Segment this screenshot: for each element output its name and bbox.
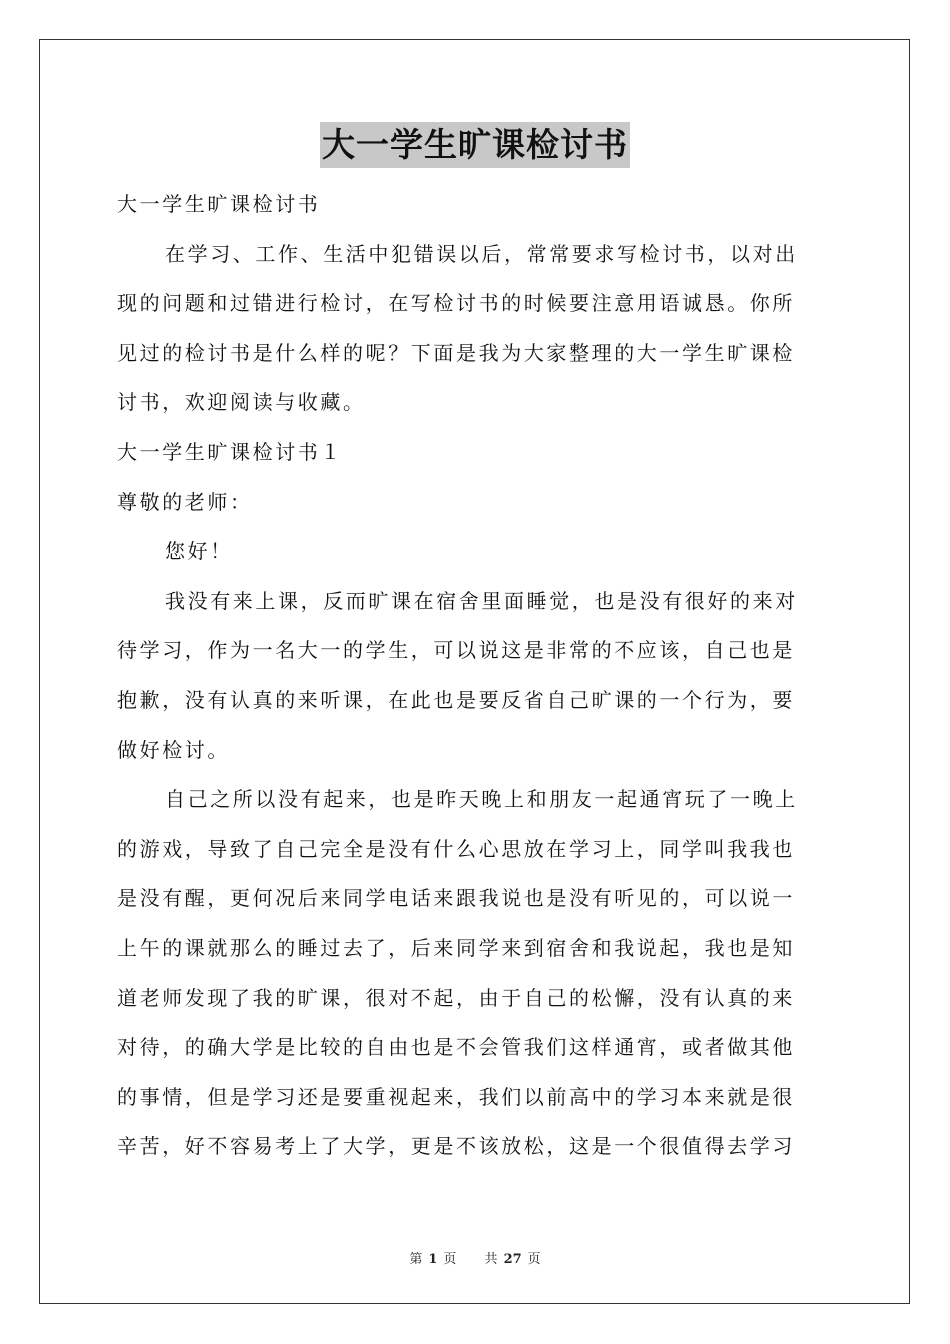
document-subtitle: 大一学生旷课检讨书	[117, 192, 321, 216]
paragraph-line: 我没有来上课，反而旷课在宿舍里面睡觉，也是没有很好的来对	[165, 588, 798, 613]
paragraph-line: 对待，的确大学是比较的自由也是不会管我们这样通宵，或者做其他	[117, 1035, 795, 1060]
paragraph-line: 自己之所以没有起来，也是昨天晚上和朋友一起通宵玩了一晚上	[165, 787, 798, 812]
intro-line: 讨书，欢迎阅读与收藏。	[117, 390, 366, 415]
page-footer	[0, 1248, 950, 1267]
greeting: 您好！	[165, 539, 233, 564]
total-pages: 27	[503, 1252, 522, 1267]
document-title: 大一学生旷课检讨书	[320, 122, 630, 168]
intro-paragraph	[117, 230, 833, 428]
document-body	[117, 122, 833, 1172]
title-wrap	[117, 122, 833, 174]
paragraph-line: 辛苦，好不容易考上了大学，更是不该放松，这是一个很值得去学习	[117, 1134, 795, 1159]
paragraph-line: 上午的课就那么的睡过去了，后来同学来到宿舍和我说起，我也是知	[117, 935, 795, 960]
page-prefix: 第	[409, 1252, 423, 1267]
paragraph-line: 道老师发现了我的旷课，很对不起，由于自己的松懈，没有认真的来	[117, 985, 795, 1010]
paragraph-line: 的事情，但是学习还是要重视起来，我们以前高中的学习本来就是很	[117, 1084, 795, 1109]
paragraph-line: 做好检讨。	[117, 737, 230, 762]
page-indicator	[403, 1252, 462, 1267]
total-indicator	[479, 1252, 547, 1267]
page-suffix: 页	[443, 1252, 457, 1267]
salutation: 尊敬的老师：	[117, 489, 253, 514]
page-number: 1	[428, 1252, 438, 1267]
total-suffix: 页	[527, 1252, 541, 1267]
paragraph-line: 的游戏，导致了自己完全是没有什么心思放在学习上，同学叫我我也	[117, 836, 795, 861]
paragraph-line: 待学习，作为一名大一的学生，可以说这是非常的不应该，自己也是	[117, 638, 795, 663]
paragraph-line: 是没有醒，更何况后来同学电话来跟我说也是没有听见的，可以说一	[117, 886, 795, 911]
paragraph-line: 抱歉，没有认真的来听课，在此也是要反省自己旷课的一个行为，要	[117, 687, 795, 712]
intro-line: 见过的检讨书是什么样的呢？下面是我为大家整理的大一学生旷课检	[117, 340, 795, 365]
paragraph-1	[117, 577, 833, 775]
intro-line: 在学习、工作、生活中犯错误以后，常常要求写检讨书，以对出	[165, 241, 798, 266]
total-prefix: 共	[484, 1252, 498, 1267]
intro-line: 现的问题和过错进行检讨，在写检讨书的时候要注意用语诚恳。你所	[117, 291, 795, 316]
paragraph-2	[117, 775, 833, 1172]
section-heading: 大一学生旷课检讨书１	[117, 439, 343, 464]
